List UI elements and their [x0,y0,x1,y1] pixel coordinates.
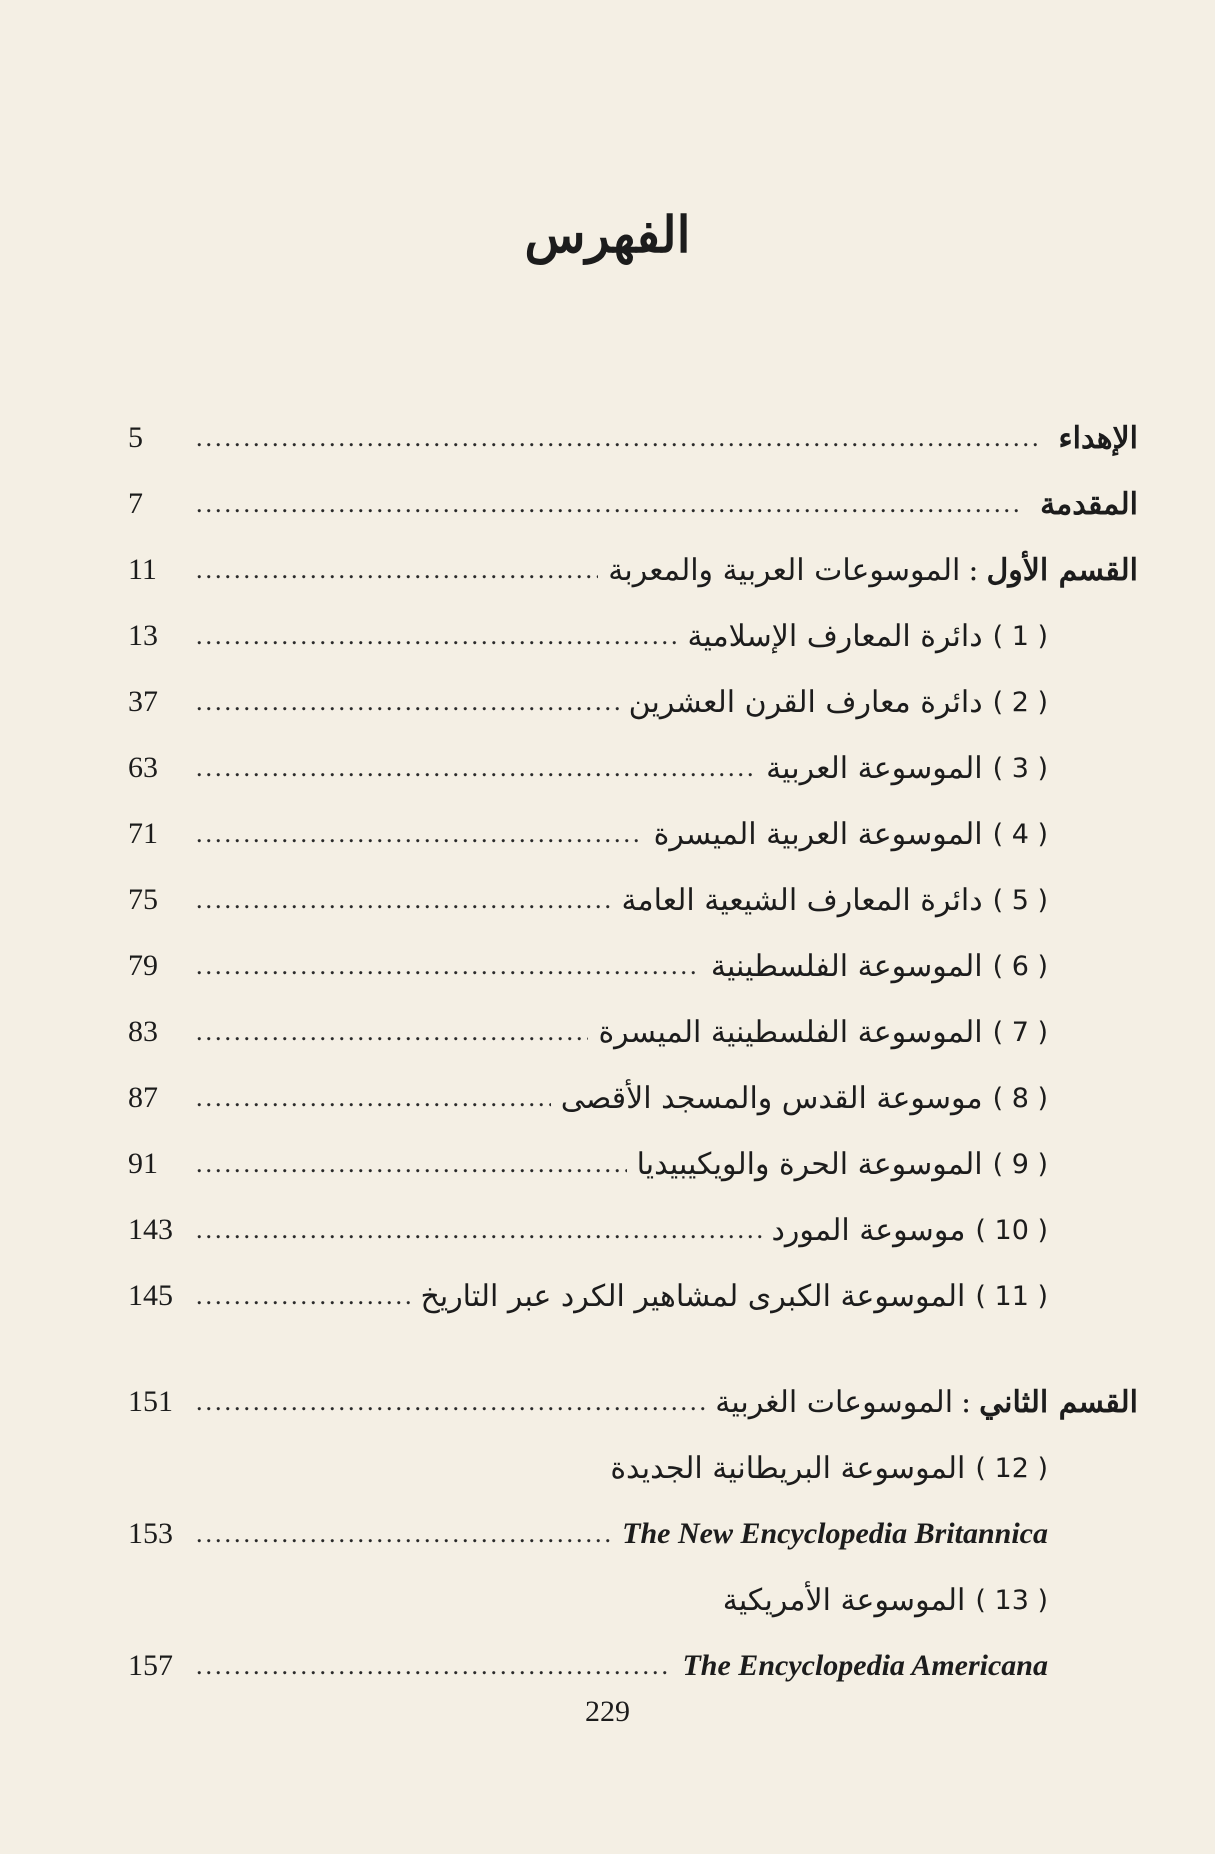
toc-item [128,867,1138,933]
item-index: ( 1 ) [992,620,1048,652]
toc-entry-dedication [128,405,1138,471]
page-number: 229 [585,1695,630,1728]
section-heading: القسم الأول [986,552,1138,588]
item-index: ( 2 ) [992,686,1048,718]
page-ref: 7 [128,487,143,520]
toc-section-part2 [128,1369,1138,1435]
toc-item [128,735,1138,801]
leader-dots [196,489,1022,519]
item-title: الموسوعة الكبرى لمشاهير الكرد عبر التاريخ [420,1278,966,1314]
item-title: دائرة معارف القرن العشرين [628,684,983,720]
page-ref: 5 [128,421,143,454]
toc-item-english [128,1501,1138,1567]
leader-dots [196,555,598,585]
toc-item-english [128,1633,1138,1699]
section-heading: القسم الثاني [979,1384,1138,1420]
leader-dots [196,687,619,717]
toc-item-arabic [128,1435,1138,1501]
item-index: ( 13 ) [975,1584,1048,1616]
item-index: ( 8 ) [992,1082,1048,1114]
page-ref: 11 [128,553,157,586]
item-title: الموسوعة الحرة والويكيبيديا [636,1146,983,1182]
item-index: ( 4 ) [992,818,1048,850]
item-index: ( 12 ) [975,1452,1048,1484]
item-title: الموسوعة الأمريكية [722,1582,966,1618]
leader-dots [196,1149,627,1179]
toc-item [128,933,1138,999]
toc-item [128,1065,1138,1131]
item-title: موسوعة القدس والمسجد الأقصى [560,1080,983,1116]
leader-dots [196,819,644,849]
item-title: موسوعة المورد [771,1212,966,1248]
leader-dots [196,1017,588,1047]
item-title: دائرة المعارف الشيعية العامة [621,882,983,918]
leader-dots [196,621,677,651]
toc-item [128,1263,1138,1329]
page-ref: 71 [128,817,158,850]
item-index: ( 6 ) [992,950,1048,982]
item-index: ( 11 ) [975,1280,1048,1312]
leader-dots [196,753,756,783]
page-ref: 75 [128,883,158,916]
item-index: ( 7 ) [992,1016,1048,1048]
table-of-contents [128,405,1138,1699]
leader-dots [196,1281,410,1311]
page-ref: 145 [128,1279,173,1312]
separator: : [961,1384,972,1420]
leader-dots [196,1215,762,1245]
page-ref: 157 [128,1649,173,1682]
toc-item [128,999,1138,1065]
item-title: الموسوعة العربية الميسرة [653,816,983,852]
leader-dots [196,1387,705,1417]
page-ref: 151 [128,1385,173,1418]
toc-entry-introduction [128,471,1138,537]
page-title: الفهرس [524,205,691,264]
item-title-english: The Encyclopedia Americana [682,1649,1048,1682]
separator: : [968,552,979,588]
item-index: ( 9 ) [992,1148,1048,1180]
page-ref: 37 [128,685,158,718]
entry-title: الإهداء [1058,420,1138,456]
page-ref: 63 [128,751,158,784]
toc-item [128,1197,1138,1263]
item-index: ( 3 ) [992,752,1048,784]
item-title: الموسوعة الفلسطينية [710,948,983,984]
item-title: الموسوعة الفلسطينية الميسرة [598,1014,983,1050]
item-title: دائرة المعارف الإسلامية [687,618,983,654]
toc-item [128,1131,1138,1197]
section-title: الموسوعات الغربية [715,1384,954,1420]
leader-dots [196,885,611,915]
toc-item-arabic [128,1567,1138,1633]
toc-item [128,603,1138,669]
page-ref: 83 [128,1015,158,1048]
page-ref: 13 [128,619,158,652]
item-title: الموسوعة البريطانية الجديدة [610,1450,966,1486]
item-title-english: The New Encyclopedia Britannica [622,1517,1048,1550]
page-ref: 153 [128,1517,173,1550]
entry-title: المقدمة [1040,486,1138,522]
toc-item [128,801,1138,867]
item-index: ( 10 ) [975,1214,1048,1246]
toc-section-part1 [128,537,1138,603]
item-index: ( 5 ) [992,884,1048,916]
leader-dots [196,1651,672,1681]
toc-item [128,669,1138,735]
page-ref: 91 [128,1147,158,1180]
page-ref: 143 [128,1213,173,1246]
leader-dots [196,1083,551,1113]
section-title: الموسوعات العربية والمعربة [608,552,961,588]
page-ref: 79 [128,949,158,982]
item-title: الموسوعة العربية [766,750,983,786]
leader-dots [196,1519,612,1549]
leader-dots [196,423,1041,453]
page-ref: 87 [128,1081,158,1114]
leader-dots [196,951,701,981]
